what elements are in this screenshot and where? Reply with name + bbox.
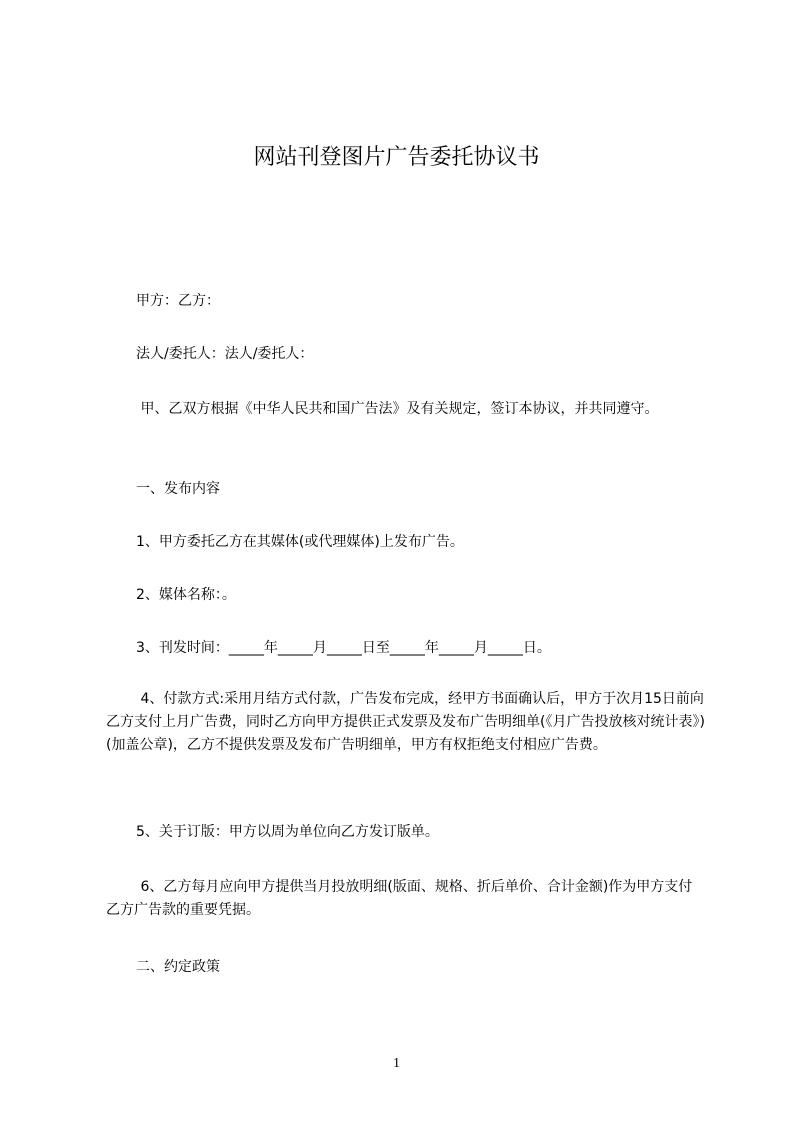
clause-4: 4、付款方式:采用月结方式付款，广告发布完成，经甲方书面确认后，甲方于次月15日前向乙方支付上月广告费，同时乙方向甲方提供正式发票及发布广告明细单(《月广告投放核对统计表》)(加盖公章)，乙方不提供发票及发布广告明细单，甲方有权拒绝支付相应广告费。 xyxy=(106,691,705,753)
party-line: 甲方：乙方： xyxy=(136,293,220,309)
clause-5: 5、关于订版：甲方以周为单位向乙方发订版单。 xyxy=(136,824,439,840)
section-heading-agreed-policy: 二、约定政策 xyxy=(136,959,220,975)
page-number: 1 xyxy=(393,1056,400,1071)
section-heading-publishing-content: 一、发布内容 xyxy=(136,481,220,497)
intro-paragraph: 甲、乙双方根据《中华人民共和国广告法》及有关规定，签订本协议，并共同遵守。 xyxy=(136,401,659,417)
document-title: 网站刊登图片广告委托协议书 xyxy=(253,145,540,170)
clause-1: 1、甲方委托乙方在其媒体(或代理媒体)上发布广告。 xyxy=(136,534,464,550)
clause-6: 6、乙方每月应向甲方提供当月投放明细(版面、规格、折后单价、合计金额)作为甲方支付乙方广告款的重要凭据。 xyxy=(106,879,693,918)
clause-2: 2、媒体名称：。 xyxy=(136,587,236,603)
clause-3: 3、刊发时间：_____年_____月_____日至_____年_____月_____日。 xyxy=(136,640,551,656)
representative-line: 法人/委托人：法人/委托人： xyxy=(136,346,314,362)
